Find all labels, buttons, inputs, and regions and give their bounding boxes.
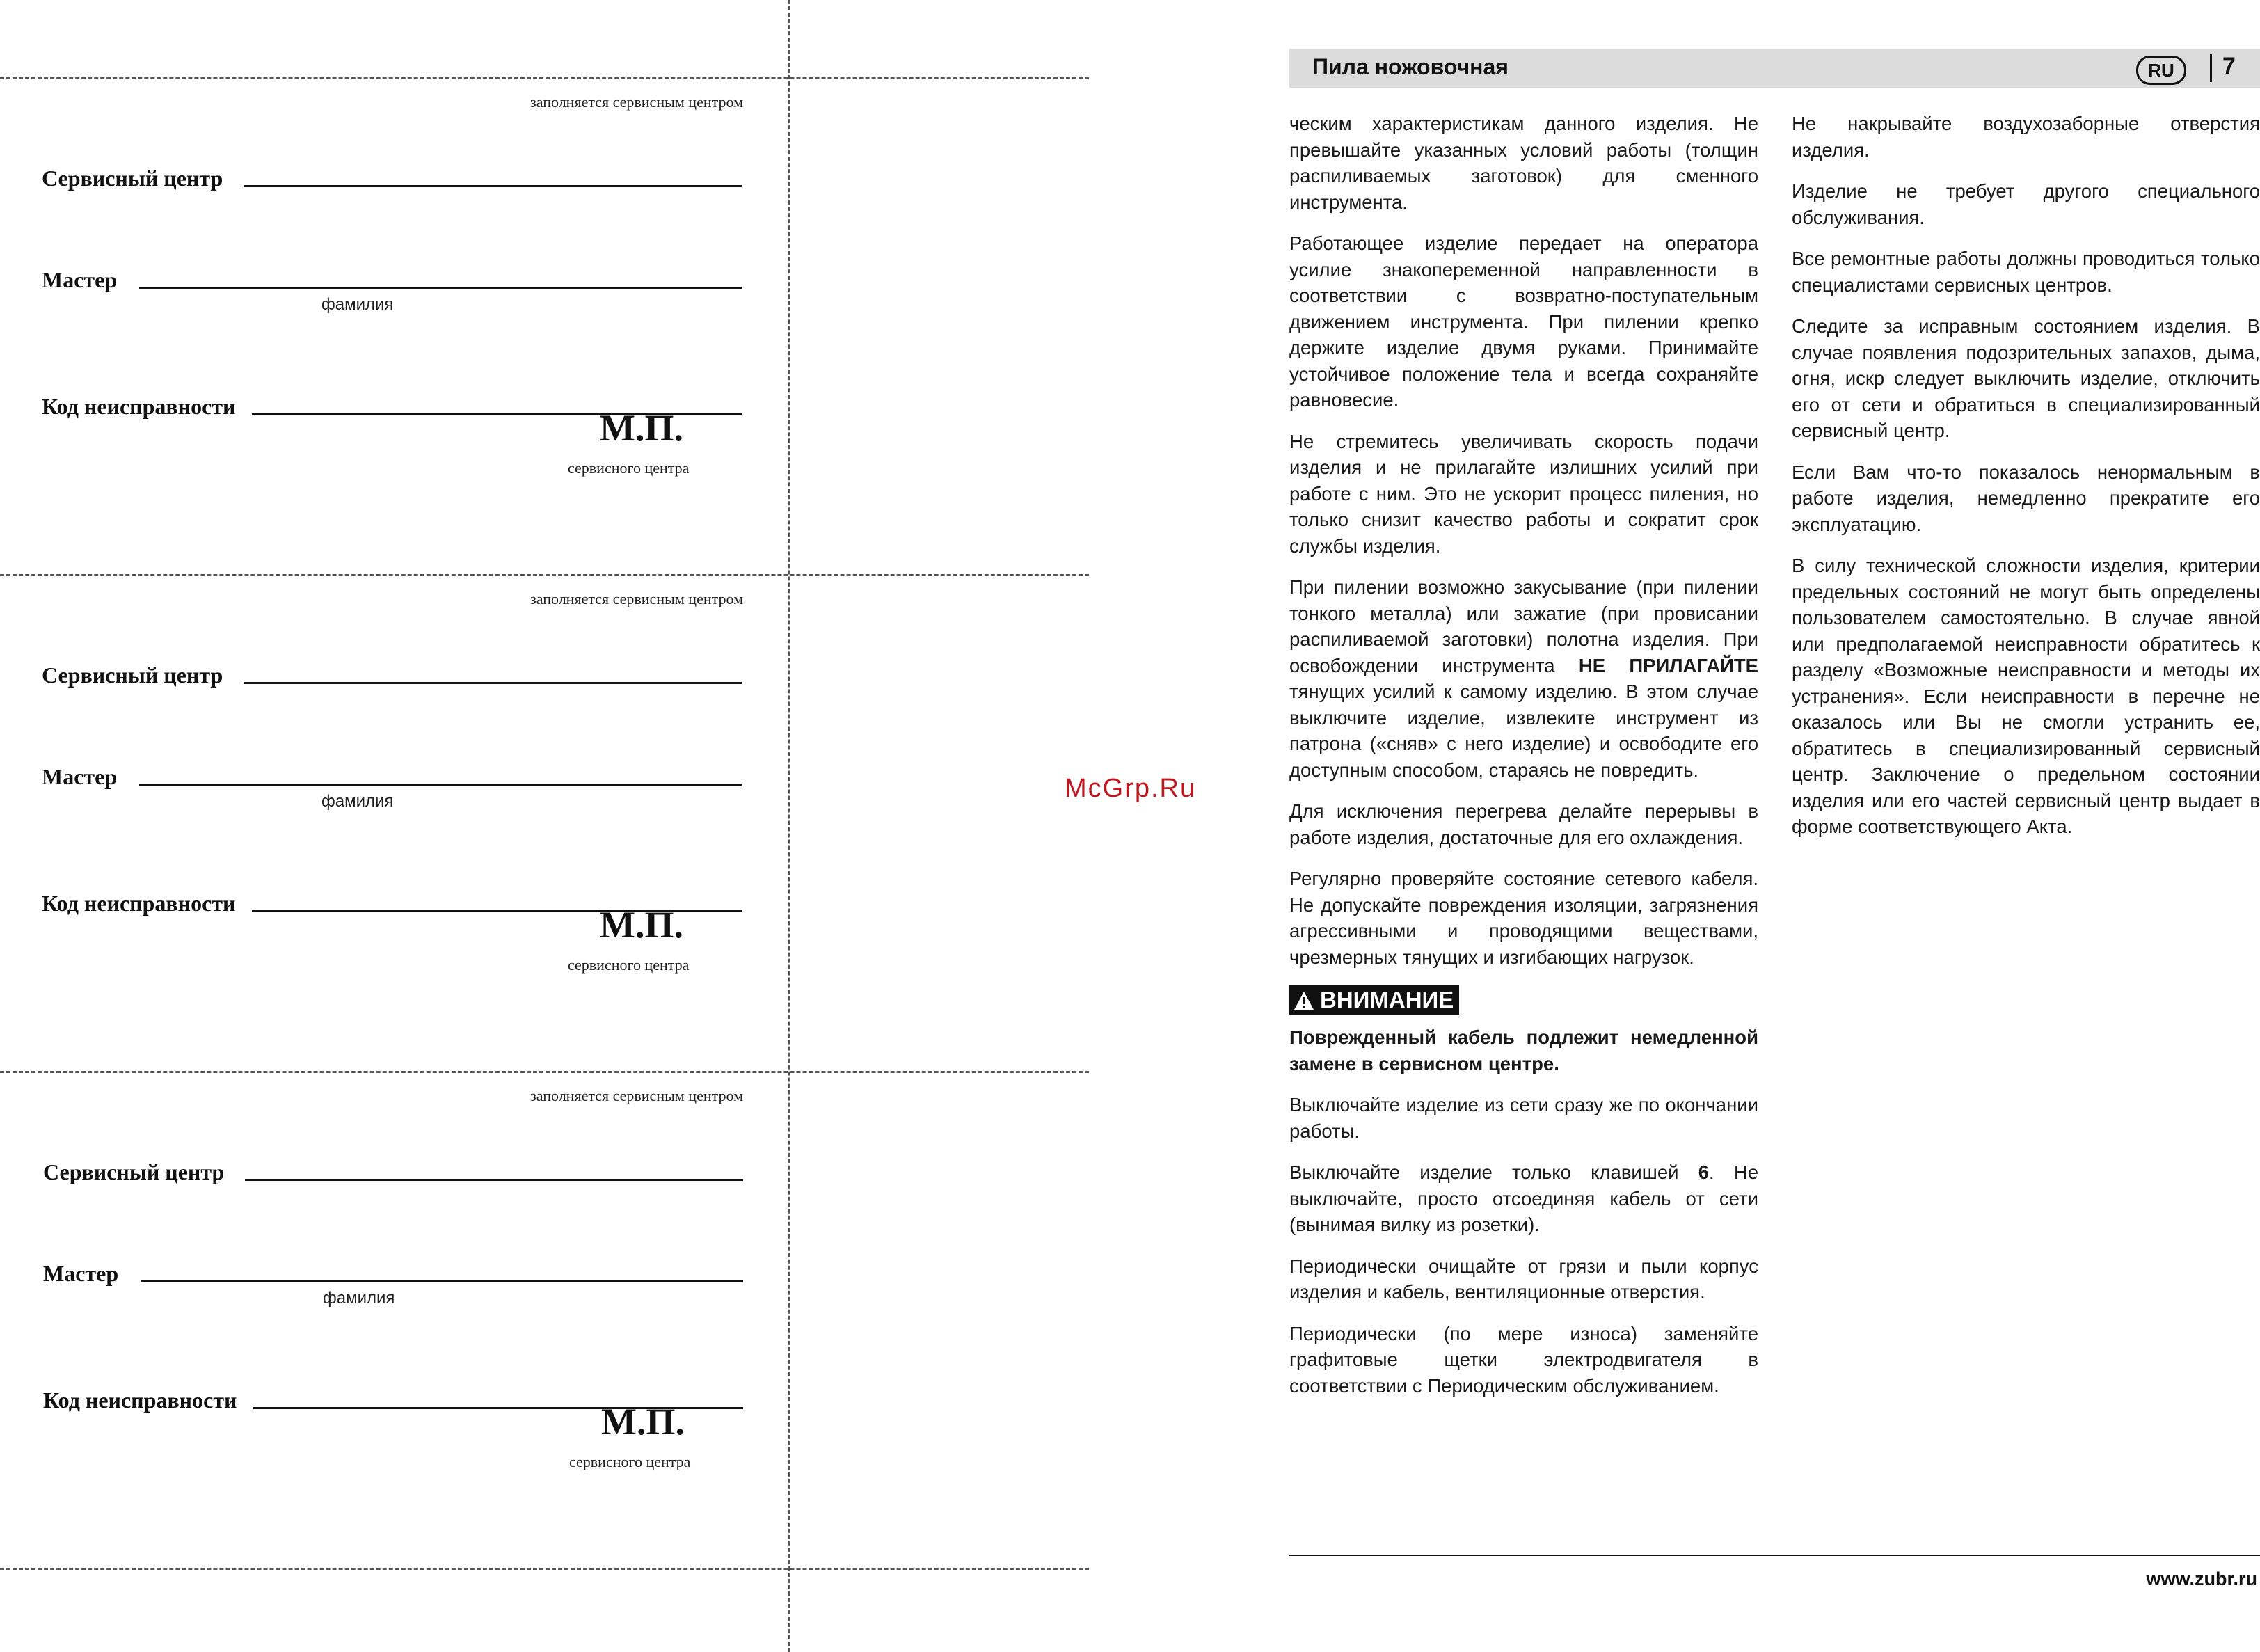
paragraph: Выключайте изделие из сети сразу же по окончании работы. <box>1289 1094 1758 1142</box>
page-number: 7 <box>2222 53 2236 79</box>
paragraph: Все ремонтные работы должны проводиться только специалистами сервисных центров. <box>1792 248 2260 296</box>
coupon-note: заполняется сервисным центром <box>530 93 743 111</box>
service-coupon <box>0 576 786 1073</box>
surname-caption: фамилия <box>323 1289 395 1308</box>
service-center-field[interactable] <box>245 1179 743 1181</box>
master-field[interactable] <box>141 1280 743 1282</box>
master-label: Мастер <box>42 764 118 789</box>
paragraph <box>1289 574 1758 783</box>
warning-icon <box>1294 991 1314 1010</box>
warning-badge <box>1289 985 1459 1015</box>
header-separator <box>2210 54 2212 82</box>
emphasis-text: 6 <box>1698 1161 1709 1183</box>
coupon-note: заполняется сервисным центром <box>530 1087 743 1104</box>
stamp-label: М.П. <box>601 1401 685 1443</box>
footer-rule <box>1289 1555 2260 1556</box>
footer-website-link[interactable]: www.zubr.ru <box>2146 1568 2257 1589</box>
master-label: Мастер <box>42 267 118 292</box>
paragraph: Изделие не требует другого специального обслуживания. <box>1792 180 2260 228</box>
master-label: Мастер <box>43 1261 119 1286</box>
surname-caption: фамилия <box>321 295 394 314</box>
paragraph: Не накрывайте воздухозаборные отверстия изделия. <box>1792 113 2260 161</box>
page-title: Пила ножовочная <box>1312 54 1509 79</box>
service-coupon <box>0 1073 786 1570</box>
paragraph <box>1289 1159 1758 1238</box>
vertical-cut-line <box>788 0 790 1652</box>
service-center-label: Сервисный центр <box>43 1159 225 1184</box>
service-center-field[interactable] <box>244 682 742 684</box>
paragraph: Для исключения перегрева делайте перерывы в работе изделия, достаточные для его охлаждения. <box>1289 800 1758 848</box>
stamp-caption: сервисного центра <box>568 956 690 974</box>
coupon-note: заполняется сервисным центром <box>530 590 743 607</box>
paragraph: В силу технической сложности изделия, критерии предельных состояний не могут быть определены пользователем самостоятельно. В случае явной или предполагаемой неисправности обратитесь к разделу «Возможные неисправности и методы их устранения». Если неисправности в перечне не оказалось или Вы не смогли устранить ее, обратитесь в специализированный сервисный центр. Заключение о предельном состоянии изделия или его частей сервисный центр выдает в форме соответствующего Акта. <box>1792 555 2260 837</box>
service-coupon <box>0 79 786 576</box>
paragraph: Работающее изделие передает на оператора усилие знакопеременной направленности в соответствии с возвратно-поступательным движением инструмента. При пилении крепко держите изделие двумя руками. Принимайте устойчивое положение тела и всегда сохраняйте равновесие. <box>1289 232 1758 411</box>
paragraph: Регулярно проверяйте состояние сетевого кабеля. Не допускайте повреждения изоляции, загрязнения агрессивными и проводящими веществами, чрезмерных тянущих и изгибающих нагрузок. <box>1289 868 1758 968</box>
fault-code-label: Код неисправности <box>42 891 236 916</box>
stamp-label: М.П. <box>600 407 683 449</box>
fault-code-label: Код неисправности <box>43 1388 237 1413</box>
service-center-label: Сервисный центр <box>42 166 223 191</box>
paragraph-text: . Не выключайте, просто отсоединяя кабель от сети (вынимая вилку из розетки). <box>1289 1161 1758 1235</box>
paragraph: Периодически (по мере износа) заменяйте графитовые щетки электродвигателя в соответствии с Периодическим обслуживанием. <box>1289 1322 1758 1397</box>
stamp-caption: сервисного центра <box>568 459 690 477</box>
text-column-right <box>1792 111 2260 855</box>
language-badge: RU <box>2136 56 2186 85</box>
service-center-field[interactable] <box>244 185 742 187</box>
paragraph: Следите за исправным состоянием изделия. В случае появления подозрительных запахов, дыма, огня, искр следует выключить изделие, отключить его от сети и обратиться в специализированный сервисный центр. <box>1792 315 2260 441</box>
stamp-label: М.П. <box>600 904 683 946</box>
master-field[interactable] <box>139 287 742 289</box>
warning-text: Поврежденный кабель подлежит немедленной замене в сервисном центре. <box>1289 1026 1758 1074</box>
fault-code-label: Код неисправности <box>42 394 236 419</box>
stamp-caption: сервисного центра <box>569 1453 691 1470</box>
service-center-label: Сервисный центр <box>42 662 223 688</box>
paragraph: Если Вам что-то показалось ненормальным в работе изделия, немедленно прекратите его эксплуатацию. <box>1792 461 2260 535</box>
master-field[interactable] <box>139 784 742 786</box>
emphasis-text: НЕ ПРИЛАГАЙТЕ <box>1578 654 1759 676</box>
paragraph: Не стремитесь увеличивать скорость подачи изделия и не прилагайте излишних усилий при работе с ним. Это не ускорит процесс пиления, но только снизит качество работы и сократит срок службы изделия. <box>1289 430 1758 557</box>
paragraph: ческим характеристикам данного изделия. Не превышайте указанных условий работы (толщин распиливаемых заготовок) для сменного инструмента. <box>1289 113 1758 213</box>
warning-label: ВНИМАНИЕ <box>1320 987 1454 1012</box>
paragraph-text: Выключайте изделие только клавишей <box>1289 1161 1698 1183</box>
surname-caption: фамилия <box>321 792 394 811</box>
watermark: McGrp.Ru <box>1065 774 1197 803</box>
paragraph-text: При пилении возможно закусывание (при пилении тонкого металла) или зажатие (при провисании распиливаемой заготовки) полотна изделия. При освобождении инструмента <box>1289 576 1758 676</box>
paragraph-text: тянущих усилий к самому изделию. В этом случае выключите изделие, извлеките инструмент из патрона («сняв» с него изделие) и освободите его доступным способом, стараясь не повредить. <box>1289 681 1758 781</box>
text-column-left <box>1289 111 1758 1414</box>
paragraph: Периодически очищайте от грязи и пыли корпус изделия и кабель, вентиляционные отверстия. <box>1289 1255 1758 1303</box>
